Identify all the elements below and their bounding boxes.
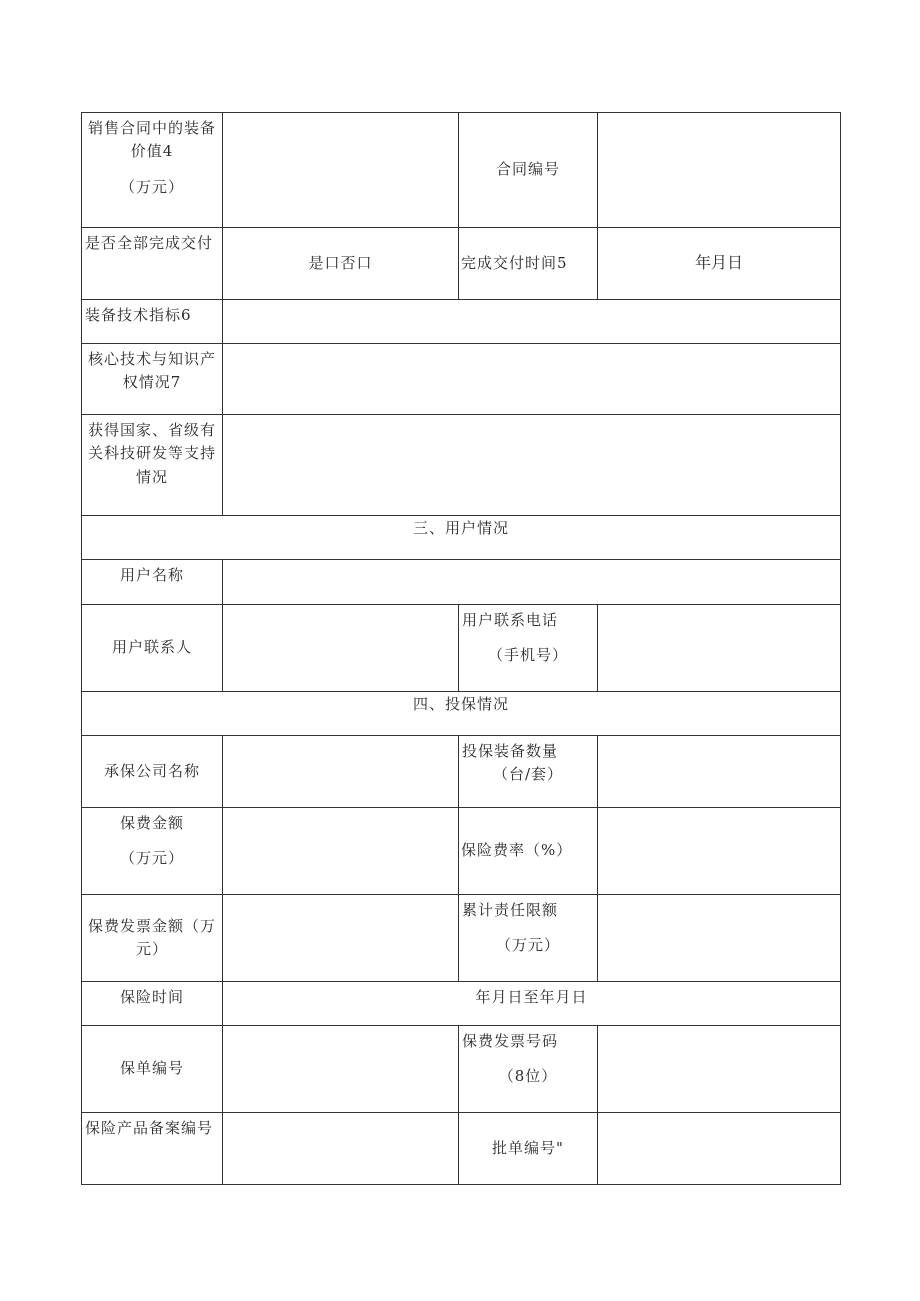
equipment-value-label-line2: 价值4 bbox=[130, 142, 174, 161]
invoice-number-label-line2: （8位） bbox=[498, 1067, 558, 1086]
insurance-period-label: 保险时间 bbox=[82, 982, 223, 1026]
delivery-complete-choice[interactable]: 是口否口 bbox=[223, 228, 459, 300]
row-insurer bbox=[82, 736, 841, 808]
user-phone-label bbox=[459, 605, 598, 692]
core-tech-ip-field[interactable] bbox=[223, 344, 841, 415]
section-insurance-title: 四、投保情况 bbox=[82, 692, 841, 736]
row-section-insurance bbox=[82, 692, 841, 736]
product-filing-label: 保险产品备案编号 bbox=[82, 1113, 223, 1185]
insured-qty-field[interactable] bbox=[598, 736, 841, 808]
row-insurance-period bbox=[82, 982, 841, 1026]
policy-number-field[interactable] bbox=[223, 1026, 459, 1113]
user-name-label: 用户名称 bbox=[82, 560, 223, 605]
equipment-value-label bbox=[82, 113, 223, 228]
insured-qty-label bbox=[459, 736, 598, 808]
user-contact-field[interactable] bbox=[223, 605, 459, 692]
contract-number-field[interactable] bbox=[598, 113, 841, 228]
premium-amount-label-line1: 保费金额 bbox=[119, 814, 184, 832]
row-invoice-amount bbox=[82, 895, 841, 982]
application-form-table bbox=[81, 112, 841, 1185]
row-policy-number bbox=[82, 1026, 841, 1113]
premium-amount-label bbox=[82, 808, 223, 895]
contract-number-label: 合同编号 bbox=[459, 113, 598, 228]
row-user-contact bbox=[82, 605, 841, 692]
core-tech-ip-label bbox=[82, 344, 223, 415]
insurance-period-value[interactable]: 年月日至年月日 bbox=[223, 982, 841, 1026]
liability-limit-label-line2: （万元） bbox=[495, 936, 560, 955]
invoice-amount-label bbox=[82, 895, 223, 982]
row-technical-spec bbox=[82, 300, 841, 344]
technical-spec-field[interactable] bbox=[223, 300, 841, 344]
delivery-time-label: 完成交付时间5 bbox=[459, 228, 598, 300]
liability-limit-field[interactable] bbox=[598, 895, 841, 982]
invoice-amount-field[interactable] bbox=[223, 895, 459, 982]
user-phone-label-line1: 用户联系电话 bbox=[462, 611, 559, 629]
equipment-value-label-line1: 销售合同中的装备 bbox=[87, 119, 216, 137]
gov-support-label-line1: 获得国家、省级有 bbox=[87, 421, 216, 439]
row-core-tech-ip bbox=[82, 344, 841, 415]
equipment-value-unit: （万元） bbox=[119, 177, 184, 196]
core-tech-ip-label-line2: 权情况7 bbox=[122, 373, 182, 392]
invoice-number-label-line1: 保费发票号码 bbox=[462, 1032, 559, 1050]
core-tech-ip-label-line1: 核心技术与知识产 bbox=[87, 350, 216, 368]
premium-amount-label-line2: （万元） bbox=[119, 849, 184, 868]
invoice-amount-label-line2: 元） bbox=[135, 940, 168, 958]
insurer-name-label: 承保公司名称 bbox=[82, 736, 223, 808]
policy-number-label: 保单编号 bbox=[82, 1026, 223, 1113]
endorsement-number-field[interactable] bbox=[598, 1113, 841, 1185]
invoice-amount-label-line1: 保费发票金额（万 bbox=[87, 916, 216, 935]
invoice-number-label bbox=[459, 1026, 598, 1113]
user-contact-label: 用户联系人 bbox=[82, 605, 223, 692]
delivery-time-value[interactable]: 年月日 bbox=[598, 228, 841, 300]
user-phone-field[interactable] bbox=[598, 605, 841, 692]
gov-support-label bbox=[82, 415, 223, 516]
liability-limit-label bbox=[459, 895, 598, 982]
endorsement-number-label: 批单编号" bbox=[459, 1113, 598, 1185]
product-filing-field[interactable] bbox=[223, 1113, 459, 1185]
row-user-name bbox=[82, 560, 841, 605]
row-premium bbox=[82, 808, 841, 895]
invoice-number-field[interactable] bbox=[598, 1026, 841, 1113]
gov-support-field[interactable] bbox=[223, 415, 841, 516]
row-product-filing bbox=[82, 1113, 841, 1185]
insured-qty-label-line2: （台/套） bbox=[492, 765, 564, 784]
premium-rate-label: 保险费率（%） bbox=[459, 808, 598, 895]
gov-support-label-line2: 关科技研发等支持 bbox=[87, 444, 216, 463]
liability-limit-label-line1: 累计责任限额 bbox=[462, 901, 559, 919]
row-section-user bbox=[82, 516, 841, 560]
row-equipment-value bbox=[82, 113, 841, 228]
user-name-field[interactable] bbox=[223, 560, 841, 605]
insurer-name-field[interactable] bbox=[223, 736, 459, 808]
row-gov-support bbox=[82, 415, 841, 516]
equipment-value-field[interactable] bbox=[223, 113, 459, 228]
technical-spec-label: 装备技术指标6 bbox=[82, 300, 223, 344]
user-phone-label-line2: （手机号） bbox=[487, 646, 568, 665]
insured-qty-label-line1: 投保装备数量 bbox=[462, 742, 559, 760]
premium-rate-field[interactable] bbox=[598, 808, 841, 895]
row-delivery bbox=[82, 228, 841, 300]
gov-support-label-line3: 情况 bbox=[135, 467, 168, 486]
section-user-title: 三、用户情况 bbox=[82, 516, 841, 560]
premium-amount-field[interactable] bbox=[223, 808, 459, 895]
delivery-complete-label: 是否全部完成交付 bbox=[82, 228, 223, 300]
